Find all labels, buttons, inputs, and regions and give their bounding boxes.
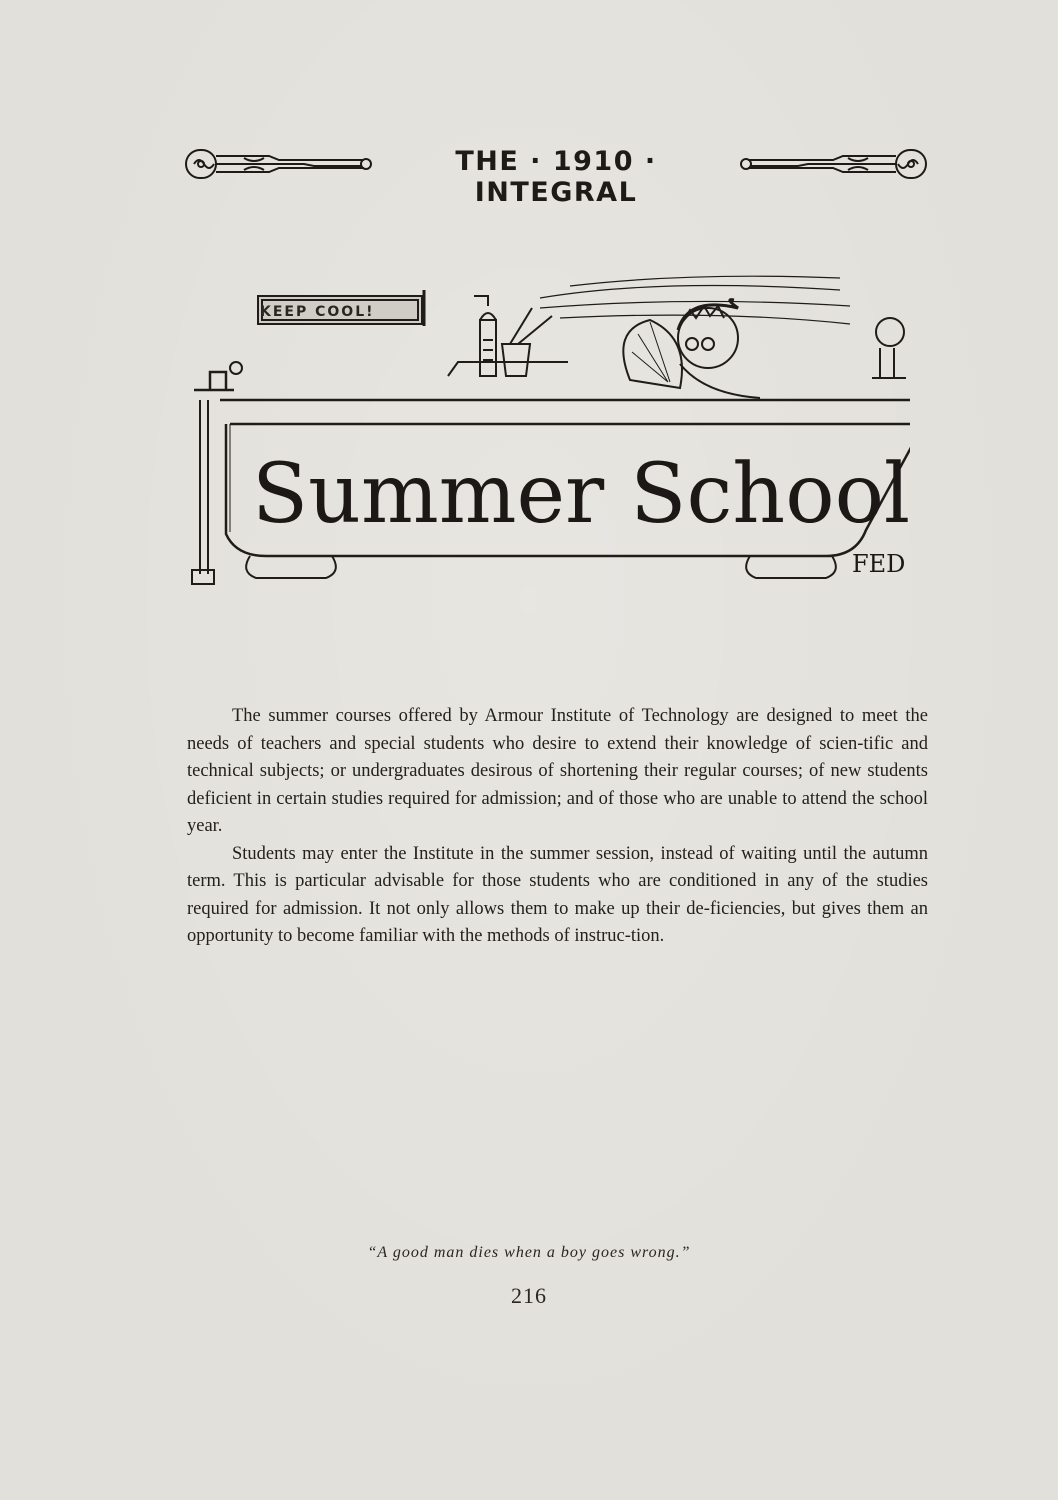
ornament-left-icon bbox=[184, 146, 374, 182]
page-number: 216 bbox=[511, 1283, 547, 1308]
paragraph-2: Students may enter the Institute in the summer session, instead of waiting until the autumn term. This is particular advisable for those students who are conditioned in any of the studies required for admission. It not only allows them to make up their de-ficiencies, but gives them an opportunity to become familiar with the methods of instruc-tion. bbox=[187, 843, 928, 946]
section-title: Summer School bbox=[252, 447, 910, 542]
bathtub-illustration bbox=[180, 260, 910, 600]
page-header bbox=[184, 140, 928, 208]
publication-title: THE · 1910 · INTEGRAL bbox=[455, 146, 657, 208]
ornament-right-icon bbox=[738, 146, 928, 182]
bathtub-drawing bbox=[180, 260, 910, 600]
keep-cool-sign: KEEP COOL! bbox=[260, 304, 375, 320]
article-body bbox=[187, 703, 928, 951]
artist-monogram: FED bbox=[852, 550, 906, 578]
footer-quote: “A good man dies when a boy goes wrong.” bbox=[367, 1244, 691, 1261]
paragraph-1: The summer courses offered by Armour Institute of Technology are designed to meet the needs of teachers and special students who desire to extend their knowledge of scien-tific and technical subjects; or undergraduates desirous of shortening their regular courses; of new students deficient in certain studies required for admission; and of those who are unable to attend the school year. bbox=[187, 706, 928, 836]
